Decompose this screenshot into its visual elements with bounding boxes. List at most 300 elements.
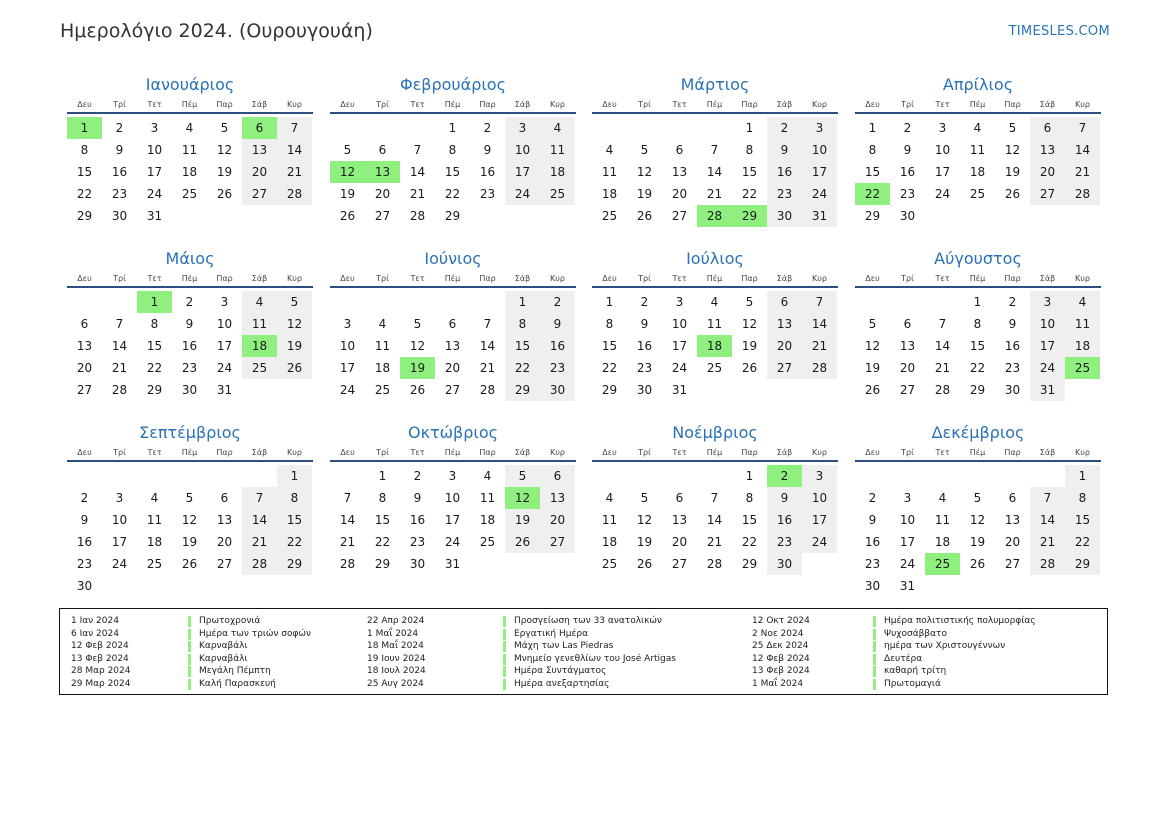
- day-cell: 8: [378, 491, 387, 505]
- weekday-label: Τρί: [113, 100, 126, 109]
- legend-holiday-name: Καρναβάλι: [188, 641, 248, 652]
- day-cell: 1: [745, 121, 754, 135]
- weekday-label: Σάβ: [776, 100, 793, 109]
- day-cell: 20: [216, 535, 233, 549]
- day-cell: 4: [973, 121, 982, 135]
- day-cell: 29: [277, 553, 312, 575]
- weekday-label: Παρ: [216, 448, 233, 457]
- weekday-label: Τρί: [901, 448, 914, 457]
- day-cell: 26: [636, 557, 653, 571]
- month-9: [67, 423, 313, 603]
- legend-date: 28 Μαρ 2024: [71, 666, 131, 677]
- day-cell: 6: [378, 143, 387, 157]
- day-cell: 11: [601, 513, 618, 527]
- weekday-label: Τετ: [147, 274, 162, 283]
- weekday-label: Σάβ: [251, 274, 268, 283]
- day-cell: 19: [741, 339, 758, 353]
- day-cell: 7: [277, 117, 312, 139]
- day-cell: 18: [934, 535, 951, 549]
- weekday-label: Παρ: [479, 100, 496, 109]
- day-cell: 21: [277, 161, 312, 183]
- day-cell: 8: [505, 313, 540, 335]
- day-cell: 7: [242, 487, 277, 509]
- weekday-label: Πέμ: [706, 100, 723, 109]
- day-cell: 13: [1030, 139, 1065, 161]
- weekday-label: Σάβ: [776, 274, 793, 283]
- day-cell: 24: [671, 361, 688, 375]
- day-cell: 22: [444, 187, 461, 201]
- day-cell: 27: [671, 557, 688, 571]
- weekday-header: [592, 448, 838, 462]
- weekday-label: Τρί: [376, 274, 389, 283]
- day-cell: 29: [969, 383, 986, 397]
- weekday-label: Πέμ: [181, 448, 198, 457]
- day-cell: 29: [1065, 553, 1100, 575]
- day-cell: 7: [483, 317, 492, 331]
- day-cell: 4: [938, 491, 947, 505]
- weekday-label: Δευ: [865, 274, 880, 283]
- day-cell: 24: [216, 361, 233, 375]
- day-cell: 13: [671, 165, 688, 179]
- day-cell: 4: [242, 291, 277, 313]
- day-cell: 31: [802, 205, 837, 227]
- day-cell: 9: [413, 491, 422, 505]
- weekday-label: Πέμ: [444, 448, 461, 457]
- day-cell: 18: [146, 535, 163, 549]
- day-cell: 14: [1030, 509, 1065, 531]
- day-cell: 2: [185, 295, 194, 309]
- day-cell: 16: [767, 161, 802, 183]
- day-cell: 25: [479, 535, 496, 549]
- day-cell: 15: [374, 513, 391, 527]
- day-cell: 1: [505, 291, 540, 313]
- day-cell: 9: [903, 143, 912, 157]
- day-cell: 23: [540, 357, 575, 379]
- weekday-label: Κυρ: [287, 100, 302, 109]
- day-cell: 15: [146, 339, 163, 353]
- day-cell: 28: [479, 383, 496, 397]
- day-cell: 24: [339, 383, 356, 397]
- weekday-label: Τετ: [672, 274, 687, 283]
- day-cell: 11: [540, 139, 575, 161]
- weekday-label: Παρ: [479, 274, 496, 283]
- day-cell: 14: [277, 139, 312, 161]
- day-cell: 26: [277, 357, 312, 379]
- day-cell: 26: [181, 557, 198, 571]
- day-cell: 2: [483, 121, 492, 135]
- day-cell: 17: [802, 161, 837, 183]
- day-cell: 15: [864, 165, 881, 179]
- day-cell: 8: [745, 143, 754, 157]
- day-cell: 16: [181, 339, 198, 353]
- legend-holiday-name: Ημέρα Συντάγματος: [503, 666, 606, 677]
- month-6: [330, 249, 576, 429]
- day-cell: 6: [540, 465, 575, 487]
- legend-date: 29 Μαρ 2024: [71, 679, 131, 689]
- weekday-label: Τετ: [935, 100, 950, 109]
- day-cell: 4: [150, 491, 159, 505]
- day-cell: 4: [605, 143, 614, 157]
- month-name: Αύγουστος: [934, 249, 1022, 268]
- day-cell: 11: [601, 165, 618, 179]
- day-cell: 26: [969, 557, 986, 571]
- weekday-label: Δευ: [77, 100, 92, 109]
- day-cell: 18: [540, 161, 575, 183]
- day-cell: 1: [745, 469, 754, 483]
- day-cell: 25: [374, 383, 391, 397]
- legend-holiday-name: Ημέρα ανεξαρτησίας: [503, 679, 609, 690]
- month-name: Ιανουάριος: [145, 75, 235, 94]
- day-cell: 23: [864, 557, 881, 571]
- day-cell: 24: [934, 187, 951, 201]
- weekday-label: Κυρ: [1075, 100, 1090, 109]
- day-cell: 5: [1008, 121, 1017, 135]
- day-cell: 5: [277, 291, 312, 313]
- day-cell: 10: [444, 491, 461, 505]
- day-cell: 15: [1065, 509, 1100, 531]
- holiday-day: 13: [365, 161, 400, 183]
- day-cell: 19: [216, 165, 233, 179]
- day-cell: 24: [146, 187, 163, 201]
- day-cell: 13: [1004, 513, 1021, 527]
- day-cell: 3: [802, 465, 837, 487]
- weekday-label: Σάβ: [1039, 448, 1056, 457]
- weekday-label: Πέμ: [969, 274, 986, 283]
- day-cell: 7: [710, 491, 719, 505]
- weekday-label: Παρ: [741, 448, 758, 457]
- day-cell: 27: [1004, 557, 1021, 571]
- legend-holiday-name: ημέρα των Χριστουγέννων: [873, 641, 1005, 652]
- day-cell: 12: [277, 313, 312, 335]
- day-cell: 18: [601, 187, 618, 201]
- day-cell: 5: [868, 317, 877, 331]
- day-cell: 8: [1065, 487, 1100, 509]
- day-cell: 3: [115, 491, 124, 505]
- legend-date: 22 Απρ 2024: [367, 616, 425, 626]
- day-cell: 12: [1004, 143, 1021, 157]
- day-cell: 19: [339, 187, 356, 201]
- weekday-header: [855, 100, 1101, 114]
- holiday-day: 2: [767, 465, 802, 487]
- day-cell: 10: [339, 339, 356, 353]
- day-cell: 12: [181, 513, 198, 527]
- day-cell: 23: [181, 361, 198, 375]
- day-cell: 19: [181, 535, 198, 549]
- day-cell: 12: [636, 165, 653, 179]
- day-cell: 16: [540, 335, 575, 357]
- day-cell: 4: [1065, 291, 1100, 313]
- site-link[interactable]: TIMESLES.COM: [1008, 24, 1110, 39]
- month-2: [330, 75, 576, 255]
- weekday-label: Κυρ: [812, 448, 827, 457]
- day-cell: 24: [444, 535, 461, 549]
- day-cell: 30: [409, 557, 426, 571]
- day-cell: 16: [409, 513, 426, 527]
- day-cell: 5: [745, 295, 754, 309]
- day-cell: 29: [601, 383, 618, 397]
- day-cell: 15: [505, 335, 540, 357]
- legend-holiday-name: Καρναβάλι: [188, 654, 248, 665]
- weekday-label: Τρί: [638, 274, 651, 283]
- day-cell: 22: [277, 531, 312, 553]
- day-cell: 14: [706, 513, 723, 527]
- weekday-label: Τετ: [410, 448, 425, 457]
- day-cell: 7: [115, 317, 124, 331]
- day-cell: 17: [111, 535, 128, 549]
- weekday-label: Τετ: [935, 274, 950, 283]
- day-cell: 19: [636, 187, 653, 201]
- day-cell: 26: [339, 209, 356, 223]
- day-cell: 8: [80, 143, 89, 157]
- weekday-label: Κυρ: [812, 274, 827, 283]
- day-cell: 25: [540, 183, 575, 205]
- legend-holiday-name: Εργατική Ημέρα: [503, 629, 588, 640]
- day-cell: 16: [899, 165, 916, 179]
- weekday-label: Τρί: [638, 100, 651, 109]
- day-cell: 27: [671, 209, 688, 223]
- weekday-label: Παρ: [216, 100, 233, 109]
- holiday-day: 25: [1065, 357, 1100, 379]
- day-cell: 8: [745, 491, 754, 505]
- weekday-header: [592, 274, 838, 288]
- day-cell: 10: [1030, 313, 1065, 335]
- day-cell: 24: [505, 183, 540, 205]
- day-cell: 19: [1004, 165, 1021, 179]
- weekday-label: Τετ: [147, 448, 162, 457]
- day-cell: 17: [671, 339, 688, 353]
- weekday-label: Τετ: [672, 100, 687, 109]
- day-cell: 9: [540, 313, 575, 335]
- day-cell: 28: [409, 209, 426, 223]
- day-cell: 6: [675, 491, 684, 505]
- weekday-label: Τρί: [113, 448, 126, 457]
- day-cell: 23: [767, 531, 802, 553]
- day-cell: 26: [864, 383, 881, 397]
- weekday-label: Κυρ: [812, 100, 827, 109]
- legend-holiday-name: καθαρή τρίτη: [873, 666, 946, 677]
- month-12: [855, 423, 1101, 603]
- day-cell: 6: [448, 317, 457, 331]
- day-cell: 17: [216, 339, 233, 353]
- day-cell: 14: [242, 509, 277, 531]
- day-cell: 9: [640, 317, 649, 331]
- legend-date: 12 Φεβ 2024: [752, 653, 810, 664]
- legend-holiday-name: Δευτέρα: [873, 654, 922, 665]
- day-cell: 23: [767, 183, 802, 205]
- day-cell: 1: [973, 295, 982, 309]
- day-cell: 2: [767, 117, 802, 139]
- legend-holiday-name: Μεγάλη Πέμπτη: [188, 666, 271, 677]
- weekday-label: Πέμ: [444, 274, 461, 283]
- month-11: [592, 423, 838, 603]
- day-cell: 12: [969, 513, 986, 527]
- weekday-label: Κυρ: [1075, 274, 1090, 283]
- day-cell: 16: [479, 165, 496, 179]
- month-name: Απρίλιος: [942, 75, 1014, 94]
- weekday-label: Δευ: [77, 274, 92, 283]
- day-cell: 5: [973, 491, 982, 505]
- legend-date: 18 Μαΐ 2024: [367, 641, 424, 652]
- day-cell: 22: [505, 357, 540, 379]
- day-cell: 13: [76, 339, 93, 353]
- weekday-header: [855, 274, 1101, 288]
- weekday-label: Σάβ: [1039, 274, 1056, 283]
- day-cell: 20: [671, 187, 688, 201]
- day-cell: 31: [146, 209, 163, 223]
- holiday-day: 1: [67, 117, 102, 139]
- weekday-label: Τετ: [672, 448, 687, 457]
- weekday-label: Δευ: [602, 274, 617, 283]
- day-cell: 4: [540, 117, 575, 139]
- holiday-day: 28: [697, 205, 732, 227]
- day-cell: 15: [969, 339, 986, 353]
- weekday-label: Παρ: [1004, 274, 1021, 283]
- month-name: Οκτώβριος: [407, 423, 498, 442]
- weekday-label: Τρί: [113, 274, 126, 283]
- weekday-label: Κυρ: [550, 448, 565, 457]
- weekday-label: Παρ: [1004, 448, 1021, 457]
- day-cell: 14: [934, 339, 951, 353]
- day-cell: 21: [242, 531, 277, 553]
- day-cell: 16: [767, 509, 802, 531]
- day-cell: 19: [277, 335, 312, 357]
- day-cell: 7: [710, 143, 719, 157]
- weekday-label: Πέμ: [181, 274, 198, 283]
- month-name: Ιούνιος: [424, 249, 482, 268]
- day-cell: 28: [1065, 183, 1100, 205]
- day-cell: 27: [216, 557, 233, 571]
- day-cell: 28: [111, 383, 128, 397]
- day-cell: 6: [675, 143, 684, 157]
- weekday-label: Τετ: [147, 100, 162, 109]
- day-cell: 22: [741, 535, 758, 549]
- day-cell: 28: [277, 183, 312, 205]
- day-cell: 29: [864, 209, 881, 223]
- month-name: Φεβρουάριος: [400, 75, 506, 94]
- day-cell: 21: [1065, 161, 1100, 183]
- day-cell: 13: [671, 513, 688, 527]
- day-cell: 30: [767, 553, 802, 575]
- day-cell: 13: [899, 339, 916, 353]
- weekday-label: Τρί: [376, 448, 389, 457]
- legend-date: 13 Φεβ 2024: [71, 653, 129, 664]
- day-cell: 27: [899, 383, 916, 397]
- day-cell: 13: [444, 339, 461, 353]
- day-cell: 28: [802, 357, 837, 379]
- day-cell: 11: [1065, 313, 1100, 335]
- day-cell: 3: [220, 295, 229, 309]
- holiday-day: 12: [505, 487, 540, 509]
- month-name: Ιούλιος: [686, 249, 744, 268]
- day-cell: 6: [80, 317, 89, 331]
- weekday-header: [67, 274, 313, 288]
- day-cell: 18: [479, 513, 496, 527]
- day-cell: 16: [76, 535, 93, 549]
- day-cell: 11: [934, 513, 951, 527]
- day-cell: 6: [1008, 491, 1017, 505]
- day-cell: 2: [640, 295, 649, 309]
- day-cell: 22: [1065, 531, 1100, 553]
- day-cell: 15: [444, 165, 461, 179]
- day-cell: 18: [601, 535, 618, 549]
- day-cell: 24: [1030, 357, 1065, 379]
- day-cell: 7: [343, 491, 352, 505]
- day-cell: 5: [640, 143, 649, 157]
- weekday-label: Τρί: [901, 100, 914, 109]
- day-cell: 18: [181, 165, 198, 179]
- day-cell: 18: [1065, 335, 1100, 357]
- weekday-header: [330, 448, 576, 462]
- day-cell: 10: [216, 317, 233, 331]
- day-cell: 11: [706, 317, 723, 331]
- weekday-label: Παρ: [741, 100, 758, 109]
- day-cell: 15: [277, 509, 312, 531]
- day-cell: 30: [181, 383, 198, 397]
- weekday-label: Σάβ: [251, 100, 268, 109]
- day-cell: 11: [242, 313, 277, 335]
- day-cell: 9: [767, 487, 802, 509]
- weekday-label: Πέμ: [444, 100, 461, 109]
- holiday-day: 19: [400, 357, 435, 379]
- day-cell: 1: [378, 469, 387, 483]
- day-cell: 30: [636, 383, 653, 397]
- day-cell: 21: [802, 335, 837, 357]
- day-cell: 25: [242, 357, 277, 379]
- holiday-day: 6: [242, 117, 277, 139]
- day-cell: 17: [339, 361, 356, 375]
- day-cell: 25: [181, 187, 198, 201]
- day-cell: 30: [767, 205, 802, 227]
- day-cell: 16: [636, 339, 653, 353]
- day-cell: 11: [479, 491, 496, 505]
- legend-date: 6 Ιαν 2024: [71, 628, 119, 639]
- legend-date: 1 Μαΐ 2024: [752, 679, 804, 689]
- weekday-label: Κυρ: [550, 100, 565, 109]
- month-1: [67, 75, 313, 255]
- day-cell: 7: [413, 143, 422, 157]
- day-cell: 29: [146, 383, 163, 397]
- day-cell: 5: [640, 491, 649, 505]
- day-cell: 30: [864, 579, 881, 593]
- day-cell: 18: [969, 165, 986, 179]
- day-cell: 3: [802, 117, 837, 139]
- day-cell: 5: [185, 491, 194, 505]
- day-cell: 24: [802, 183, 837, 205]
- day-cell: 14: [409, 165, 426, 179]
- day-cell: 31: [899, 579, 916, 593]
- weekday-header: [330, 100, 576, 114]
- day-cell: 8: [277, 487, 312, 509]
- weekday-label: Κυρ: [550, 274, 565, 283]
- day-cell: 21: [706, 535, 723, 549]
- weekday-label: Σάβ: [514, 100, 531, 109]
- legend-date: 25 Αυγ 2024: [367, 679, 424, 689]
- weekday-header: [855, 448, 1101, 462]
- day-cell: 3: [448, 469, 457, 483]
- day-cell: 31: [216, 383, 233, 397]
- day-cell: 21: [1030, 531, 1065, 553]
- weekday-label: Παρ: [741, 274, 758, 283]
- day-cell: 16: [111, 165, 128, 179]
- day-cell: 20: [76, 361, 93, 375]
- weekday-label: Πέμ: [706, 448, 723, 457]
- day-cell: 3: [675, 295, 684, 309]
- day-cell: 28: [339, 557, 356, 571]
- day-cell: 25: [706, 361, 723, 375]
- day-cell: 26: [636, 209, 653, 223]
- weekday-label: Δευ: [340, 274, 355, 283]
- day-cell: 6: [220, 491, 229, 505]
